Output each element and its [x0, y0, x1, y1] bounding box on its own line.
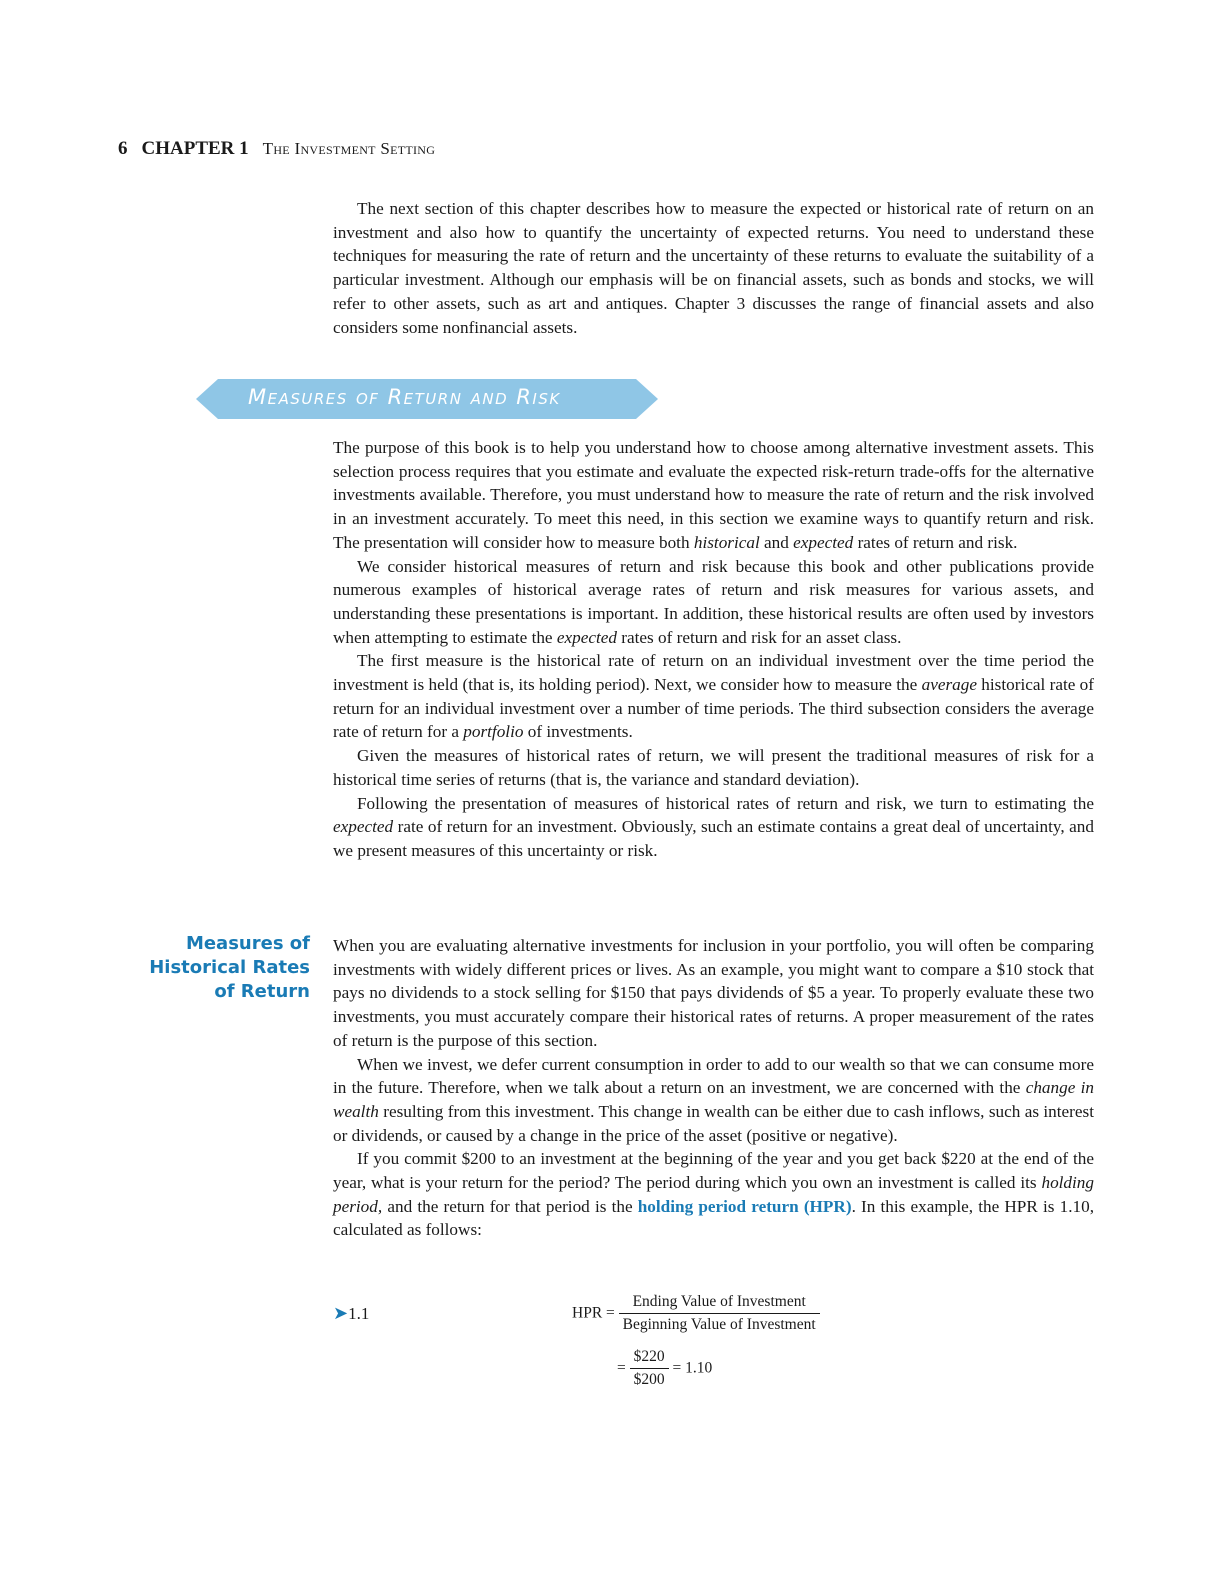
intro-block: [333, 197, 1094, 339]
equation-hpr: [572, 1293, 820, 1334]
equation-number: 1.1: [348, 1304, 370, 1323]
subsection-body: [333, 934, 1094, 1242]
section-paragraph-3: The first measure is the historical rate of return on an individual investment over the time period the investment is held (that is, its holding period). Next, we consider how to measure the average historical rate of return for an individual investment over a number of time periods. The third subsection considers the average rate of return for a portfolio of investments.: [333, 651, 1094, 742]
section-paragraph-1: The purpose of this book is to help you understand how to choose among alternative investment assets. This selection process requires that you estimate and evaluate the expected risk-return trade-offs for the alternative investments available. Therefore, you must understand how to measure the rate of return and the risk involved in an investment accurately. To meet this need, in this section we examine ways to quantify return and risk. The presentation will consider how to measure both historical and expected rates of return and risk.: [333, 438, 1094, 552]
section-paragraph-2: We consider historical measures of return and risk because this book and other publications provide numerous examples of historical average rates of return and risk measures for various assets, and understanding these presentations is important. In addition, these historical results are often used by investors when attempting to estimate the expected rates of return and risk for an asset class.: [333, 556, 1094, 647]
margin-heading: [140, 932, 310, 1004]
subsection-paragraph-1: When you are evaluating alternative investments for inclusion in your portfolio, you will often be comparing investments with widely different prices or lives. As an example, you might want to compare a $10 stock that pays no dividends to a stock selling for $150 that pays dividends of $5 a year. To properly evaluate these two investments, you must accurately compare their historical rates of returns. A proper measurement of the rates of return is the purpose of this section.: [333, 936, 1094, 1050]
margin-heading-line: Historical Rates: [149, 957, 310, 978]
intro-paragraph: The next section of this chapter describes how to measure the expected or historical rate of return on an investment and also how to quantify the uncertainty of expected returns. You need to understand these techniques for measuring the rate of return and the uncertainty of these returns to evaluate the suitability of a particular investment. Although our emphasis will be on financial assets, such as bonds and stocks, we will refer to other assets, such as art and antiques. Chapter 3 discusses the range of financial assets and also considers some nonfinancial assets.: [333, 199, 1094, 337]
chapter-title: The Investment Setting: [262, 139, 436, 158]
fraction-numerator: Ending Value of Investment: [619, 1293, 820, 1314]
key-term: holding period return (HPR): [637, 1196, 852, 1216]
arrow-icon: ➤: [333, 1303, 349, 1323]
equation-lhs: HPR =: [572, 1304, 615, 1322]
page-number: 6: [118, 138, 128, 159]
equals-sign: =: [617, 1359, 626, 1377]
section-banner: [196, 379, 658, 419]
running-header: [118, 138, 435, 160]
fraction-numerator: $220: [630, 1348, 669, 1369]
fraction-general: [619, 1293, 820, 1334]
subsection-paragraph-3: If you commit $200 to an investment at the beginning of the year and you get back $220 at the end of the year, what is your return for the period? The period during which you own an investment is called its holding period, and the return for that period is the holding period return (HPR). In this example, the HPR is 1.10, calculated as follows:: [333, 1149, 1095, 1240]
section-body: [333, 436, 1094, 863]
chapter-label: CHAPTER 1: [141, 138, 249, 159]
subsection-paragraph-2: When we invest, we defer current consumption in order to add to our wealth so that we can consume more in the future. Therefore, when we talk about a return on an investment, we are concerned with the change in wealth resulting from this investment. This change in wealth can be either due to cash inflows, such as interest or dividends, or caused by a change in the price of the asset (positive or negative).: [333, 1054, 1094, 1145]
fraction-denominator: Beginning Value of Investment: [622, 1316, 816, 1333]
fraction-values: [630, 1348, 669, 1389]
equation-hpr-values: [617, 1348, 712, 1389]
section-paragraph-4: Given the measures of historical rates of return, we will present the traditional measures of risk for a historical time series of returns (that is, the variance and standard deviation).: [333, 746, 1094, 789]
section-title: Measures of Return and Risk: [248, 385, 561, 409]
equation-label: [333, 1303, 369, 1324]
section-paragraph-5: Following the presentation of measures of historical rates of return and risk, we turn to estimating the expected rate of return for an investment. Obviously, such an estimate contains a great deal of uncertainty, and we present measures of this uncertainty or risk.: [333, 793, 1094, 860]
margin-heading-line: of Return: [214, 981, 310, 1002]
margin-heading-line: Measures of: [185, 933, 310, 954]
fraction-denominator: $200: [633, 1371, 665, 1388]
equation-result: = 1.10: [672, 1359, 713, 1377]
